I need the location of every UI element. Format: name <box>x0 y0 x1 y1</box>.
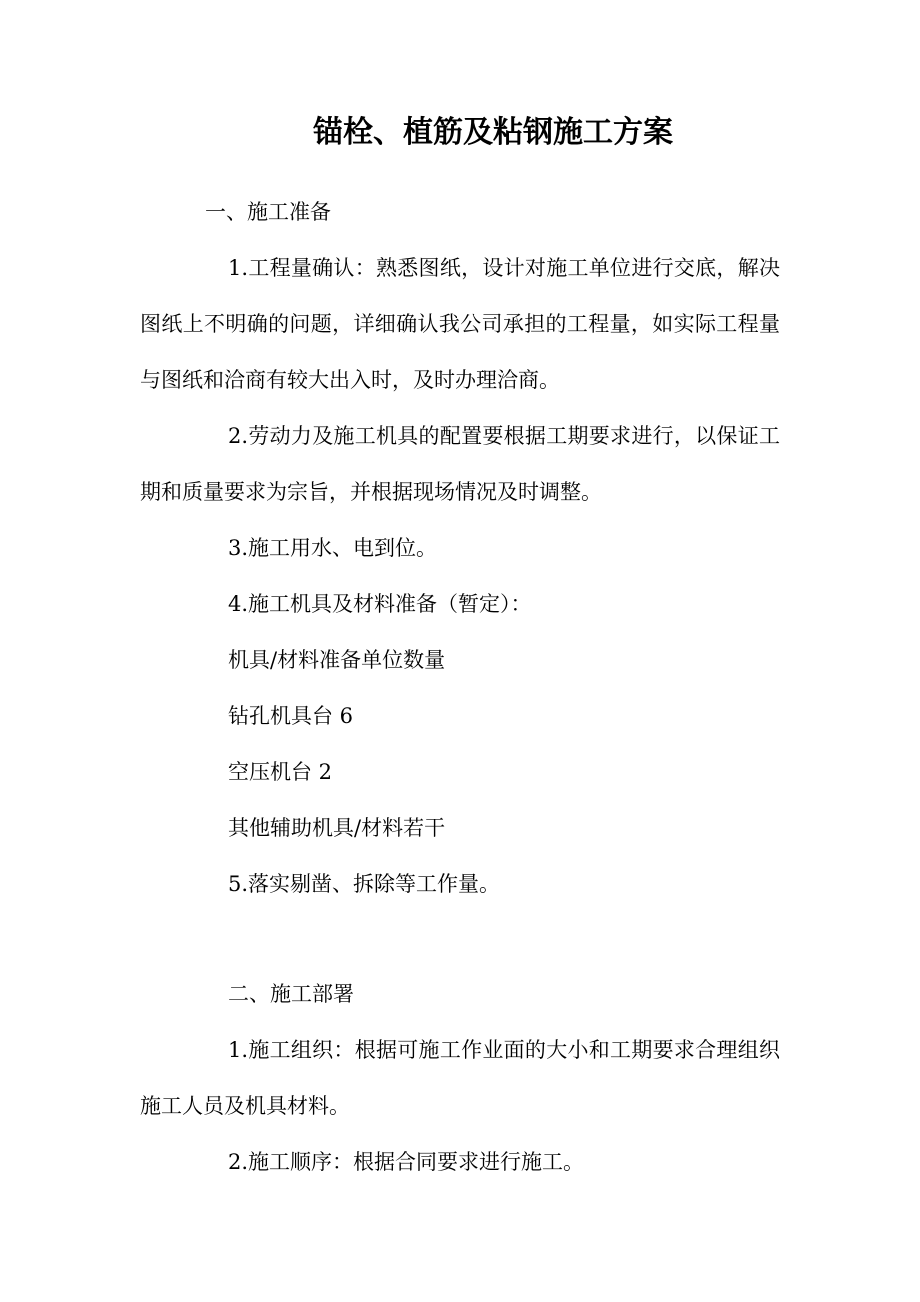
equipment-list-header: 机具/材料准备单位数量 <box>228 648 446 672</box>
paragraph-line: 与图纸和洽商有较大出入时，及时办理洽商。 <box>140 368 560 392</box>
paragraph-line: 4.施工机具及材料准备（暂定）： <box>228 592 532 616</box>
paragraph-line: 3.施工用水、电到位。 <box>228 536 438 560</box>
equipment-list-item: 其他辅助机具/材料若干 <box>228 816 446 840</box>
paragraph-line: 2.劳动力及施工机具的配置要根据工期要求进行，以保证工 <box>228 424 780 448</box>
paragraph-line: 1.施工组织：根据可施工作业面的大小和工期要求合理组织 <box>228 1038 780 1062</box>
equipment-list-item: 空压机台 2 <box>228 760 333 784</box>
section-heading: 一、施工准备 <box>205 200 331 224</box>
document-title: 锚栓、植筋及粘钢施工方案 <box>313 115 673 150</box>
paragraph-line: 2.施工顺序：根据合同要求进行施工。 <box>228 1150 585 1174</box>
section-heading: 二、施工部署 <box>228 982 354 1006</box>
paragraph-line: 1.工程量确认：熟悉图纸，设计对施工单位进行交底，解决 <box>228 256 780 280</box>
equipment-list-item: 钻孔机具台 6 <box>228 704 354 728</box>
paragraph-line: 5.落实剔凿、拆除等工作量。 <box>228 872 501 896</box>
paragraph-line: 期和质量要求为宗旨，并根据现场情况及时调整。 <box>140 480 602 504</box>
paragraph-line: 图纸上不明确的问题，详细确认我公司承担的工程量，如实际工程量 <box>140 312 780 336</box>
paragraph-line: 施工人员及机具材料。 <box>140 1094 350 1118</box>
